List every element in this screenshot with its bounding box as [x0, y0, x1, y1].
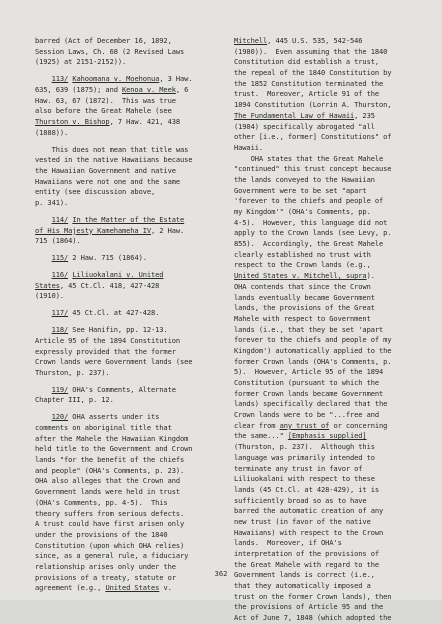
text-run — [35, 325, 52, 334]
text-line — [35, 385, 225, 396]
text-line — [35, 198, 225, 209]
text-run: Chapter III, p. 12. — [35, 395, 114, 405]
text-line — [234, 474, 434, 485]
text-run: vested in the native Hawaiians because — [35, 155, 193, 165]
text-line — [35, 128, 225, 139]
text-run: clearly established no trust with — [234, 249, 371, 259]
underlined-citation: 118/ — [51, 325, 69, 335]
text-line — [234, 164, 434, 175]
text-line — [35, 444, 225, 455]
text-run — [35, 308, 52, 317]
text-run: interpretation of the provisions of — [234, 549, 379, 558]
text-line — [234, 154, 434, 165]
text-run: clear from — [234, 420, 280, 430]
text-line — [234, 549, 434, 560]
text-line — [234, 293, 434, 304]
text-line — [234, 602, 434, 613]
text-line — [234, 260, 434, 271]
text-line — [35, 530, 225, 541]
underlined-citation: States — [35, 280, 60, 290]
text-line — [35, 85, 225, 96]
text-run: apply to the Crown lands (see Levy, p. — [234, 228, 392, 238]
text-run: , 6 — [175, 84, 189, 94]
text-run: 635, 639 (1875); and — [35, 84, 122, 94]
text-line — [35, 106, 225, 117]
text-run: forever to the chiefs and people of my — [234, 335, 392, 345]
text-run: that they automatically imposed a — [234, 581, 371, 591]
text-run: 5). However, Article 95 of the 1894 — [234, 367, 384, 377]
text-run: 4-5). However, this language did not — [234, 217, 388, 227]
text-run: Government were to be set "apart — [234, 185, 367, 195]
text-run: the 1852 Constitution terminated the — [234, 78, 384, 88]
text-line — [234, 314, 434, 325]
text-line — [234, 399, 434, 410]
text-line — [35, 583, 225, 594]
text-line — [35, 36, 225, 47]
text-run: Constitution (upon which OHA relies) — [35, 540, 185, 550]
text-line — [35, 155, 225, 166]
text-run: held title to the Government and Crown — [35, 444, 193, 454]
text-line — [234, 325, 434, 336]
text-run: theory suffers from serious defects. — [35, 508, 185, 518]
text-run: Haw. 63, 67 (1872). This was true — [35, 95, 176, 105]
text-line — [35, 281, 225, 292]
text-run: the repeal of the 1840 Constitution by — [234, 68, 392, 78]
text-run: lands (45 Ct.Cl. at 428-429), it is — [234, 484, 379, 494]
text-run: OHA contends that since the Crown — [234, 281, 371, 291]
text-run: Liliuokalani with respect to these — [234, 474, 375, 484]
text-run: agreement (e.g., — [35, 583, 106, 593]
text-line — [35, 368, 225, 379]
text-line — [35, 347, 225, 358]
text-run: 855). Accordingly, the Great Mahele — [234, 239, 384, 249]
text-line — [234, 122, 434, 133]
text-line — [35, 455, 225, 466]
text-line — [234, 100, 434, 111]
text-run: 45 Ct.Cl. at 427-428. — [68, 308, 160, 318]
text-line — [234, 207, 434, 218]
text-line — [35, 395, 225, 406]
text-run: terminate any trust in favor of — [234, 463, 363, 473]
text-run: Crown lands were Government lands (see — [35, 357, 193, 367]
text-line — [35, 487, 225, 498]
text-line — [35, 215, 225, 226]
text-run: A trust could have first arisen only — [35, 519, 185, 529]
text-run: or concerning — [329, 420, 388, 430]
text-run: respect to the Crown lands (e.g., — [234, 260, 371, 270]
text-run: lands (i.e., that they be set 'apart — [234, 324, 384, 334]
text-line — [234, 68, 434, 79]
text-run: after the Mahele the Hawaiian Kingdom — [35, 433, 189, 443]
text-line — [35, 117, 225, 128]
text-run: , 7 Haw. 421, 438 — [109, 117, 181, 126]
text-line — [234, 421, 434, 432]
text-line — [35, 47, 225, 58]
text-line — [35, 96, 225, 107]
underlined-citation: United States — [105, 583, 160, 593]
text-run: barred the automatic creation of any — [234, 506, 384, 516]
text-line — [234, 282, 434, 293]
text-run: 'forever to the chiefs and people of — [234, 196, 384, 206]
text-line — [234, 57, 434, 68]
underlined-citation: 119/ — [51, 384, 69, 394]
text-run: under the provisions of the 1840 — [35, 529, 168, 539]
text-line — [35, 519, 225, 530]
page-number: 362 — [214, 569, 228, 578]
text-line — [35, 166, 225, 177]
text-run: comments on aboriginal title that — [35, 423, 172, 432]
text-line — [35, 336, 225, 347]
text-run: former Crown lands (OHA's Comments, p. — [234, 356, 392, 366]
underlined-citation: Kenoa v. Meek — [122, 84, 176, 94]
underlined-citation: 117/ — [51, 308, 69, 318]
text-line — [35, 74, 225, 85]
text-line — [234, 218, 434, 229]
text-run: OHA states that the Great Mahele — [234, 153, 384, 163]
text-run: Hawaiians were not one and the same — [35, 176, 180, 186]
text-line — [234, 367, 434, 378]
underlined-citation: [Emphasis supplied] — [287, 431, 367, 441]
text-run: ). — [366, 271, 375, 281]
text-run: provisions of a treaty, statute or — [35, 572, 176, 582]
text-line — [35, 434, 225, 445]
text-run: v. — [159, 583, 172, 593]
text-run: Government lands were held in trust — [35, 487, 180, 497]
underlined-citation: United States v. Mitchell, supra — [234, 271, 367, 281]
text-line — [35, 325, 225, 336]
text-line — [234, 581, 434, 592]
text-run: the Great Mahele with regard to the — [234, 559, 379, 569]
text-run: the same..." — [234, 431, 288, 441]
underlined-citation: The Fundamental Law of Hawaii — [234, 110, 355, 120]
text-line — [35, 236, 225, 247]
text-line — [234, 389, 434, 400]
text-run: , 235 — [354, 110, 375, 120]
text-run — [35, 74, 52, 83]
text-line — [35, 253, 225, 264]
text-run — [35, 215, 52, 224]
text-run: Thurston, p. 237). — [35, 367, 110, 377]
text-line — [234, 357, 434, 368]
text-run: OHA's Comments, Alternate — [68, 384, 176, 394]
text-line — [35, 57, 225, 68]
text-line — [234, 335, 434, 346]
text-run: Constitution did establish a trust, — [234, 57, 379, 67]
text-line — [234, 517, 434, 528]
text-run: This does not mean that title was — [35, 144, 189, 154]
text-line — [234, 442, 434, 453]
text-line — [35, 423, 225, 434]
text-run: Session Laws, Ch. 68 (2 Revised Laws — [35, 46, 185, 56]
text-run: new trust (in favor of the native — [234, 516, 371, 526]
text-run: expressly provided that the former — [35, 346, 176, 356]
text-run: (OHA's Comments, pp. 4-5). This — [35, 497, 168, 507]
text-line — [35, 476, 225, 487]
text-run: lands, the provisions of the Great — [234, 303, 375, 313]
text-run: , 445 U.S. 535, 542-546 — [267, 36, 363, 45]
text-line — [35, 541, 225, 552]
text-run: Constitution (pursuant to which the — [234, 378, 379, 387]
text-run: OHA also alleges that the Crown and — [35, 476, 180, 486]
underlined-citation: 116/ — [51, 270, 69, 279]
text-line — [234, 89, 434, 100]
text-line — [234, 239, 434, 250]
text-run: since, as a general rule, a fiduciary — [35, 551, 189, 561]
text-run: , 3 Haw. — [159, 74, 193, 84]
text-run: (Thurston, p. 237). Although this — [234, 442, 375, 452]
text-run — [35, 253, 52, 262]
text-line — [35, 498, 225, 509]
right-column — [234, 36, 434, 624]
underlined-citation: Liliuokalani v. United — [72, 270, 164, 279]
text-run — [35, 385, 52, 394]
text-line — [234, 79, 434, 90]
text-line — [234, 410, 434, 421]
text-run: (1904) specifically abrogated "all — [234, 121, 375, 131]
text-run: barred (Act of December 16, 1892, — [35, 36, 172, 45]
text-run: Mahele with respect to Government — [234, 313, 371, 323]
text-line — [234, 613, 434, 624]
text-run: Government lands is correct (i.e., — [234, 570, 375, 580]
text-run: relationship arises only under the — [35, 561, 176, 571]
text-line — [35, 145, 225, 156]
text-run: trust. Moreover, Article 91 of the — [234, 89, 379, 99]
text-run: lands) specifically declared that the — [234, 399, 388, 409]
underlined-citation: Kahoomana v. Moehonua — [72, 74, 160, 84]
text-run: entity (see discussion above, — [35, 187, 156, 197]
text-line — [234, 196, 434, 207]
text-run: "continued" this trust concept because — [234, 164, 392, 174]
text-line — [234, 538, 434, 549]
text-line — [35, 270, 225, 281]
text-line — [35, 308, 225, 319]
underlined-citation: any trust of — [279, 420, 330, 430]
text-line — [234, 228, 434, 239]
text-run: former Crown lands became Government — [234, 388, 384, 398]
text-line — [234, 496, 434, 507]
text-run: trust on the former Crown lands), then — [234, 591, 392, 601]
text-line — [234, 271, 434, 282]
text-run: (1888)). — [35, 127, 69, 137]
text-run: Hawaii. — [234, 142, 263, 152]
left-column — [35, 36, 225, 594]
text-run: and people" (OHA's Comments, p. 23). — [35, 465, 185, 475]
text-line — [234, 36, 434, 47]
text-line — [234, 431, 434, 442]
text-run: OHA asserts under its — [68, 412, 160, 422]
underlined-citation: of His Majesty Kamehameha IV — [35, 225, 151, 235]
text-line — [234, 506, 434, 517]
text-run: sufficiently broad so as to have — [234, 495, 367, 505]
text-run: lands eventually became Government — [234, 292, 375, 302]
text-line — [35, 291, 225, 302]
underlined-citation: Mitchell — [234, 36, 268, 45]
text-run: lands "for the benefit of the chiefs — [35, 455, 185, 465]
text-run: Article 95 of the 1894 Constitution — [35, 335, 180, 345]
text-line — [234, 111, 434, 122]
underlined-citation: Thurston v. Bishop — [35, 117, 110, 126]
underlined-citation: 114/ — [51, 214, 69, 224]
text-line — [35, 509, 225, 520]
text-run: Act of June 7, 1848 (which adopted the — [234, 613, 392, 623]
text-line — [234, 453, 434, 464]
text-run: my Kingdom'" (OHA's Comments, pp. — [234, 207, 371, 216]
text-run: 715 (1864). — [35, 236, 81, 246]
text-line — [234, 175, 434, 186]
text-run: See Hanifin, pp. 12-13. — [68, 325, 168, 335]
text-line — [234, 346, 434, 357]
text-run: (1910). — [35, 291, 64, 301]
text-run: language was primarily intended to — [234, 452, 375, 462]
text-run: the provisions of Article 95 and the — [234, 602, 384, 612]
text-line — [234, 378, 434, 389]
text-line — [35, 357, 225, 368]
text-line — [234, 132, 434, 143]
text-run — [35, 270, 52, 279]
text-run: lands. Moreover, if OHA's — [234, 538, 342, 548]
text-run: the Hawaiian Government and native — [35, 165, 176, 175]
text-run: Kingdom') automatically applied to the — [234, 345, 392, 355]
text-line — [234, 250, 434, 261]
text-line — [35, 177, 225, 188]
text-run: , 45 Ct.Cl. 418, 427-428 — [59, 280, 160, 290]
text-line — [234, 464, 434, 475]
text-run: , 2 Haw. — [151, 225, 185, 235]
text-run: (1925) at 2151-2152)). — [35, 57, 127, 67]
text-line — [35, 187, 225, 198]
text-run: also before the Great Mahele (see — [35, 106, 172, 116]
underlined-citation: 120/ — [51, 412, 69, 422]
text-line — [35, 412, 225, 423]
text-run: p. 341). — [35, 198, 69, 207]
text-run: (1980)). Even assuming that the 1840 — [234, 46, 388, 56]
text-run: 1894 Constitution (Lorrin A. Thurston, — [234, 100, 392, 110]
text-line — [234, 485, 434, 496]
text-line — [234, 592, 434, 603]
text-line — [234, 303, 434, 314]
text-line — [35, 226, 225, 237]
underlined-citation: In the Matter of the Estate — [72, 214, 185, 224]
underlined-citation: 115/ — [51, 253, 69, 263]
text-run: 2 Haw. 715 (1864). — [68, 253, 147, 263]
text-line — [35, 551, 225, 562]
text-line — [234, 528, 434, 539]
text-run: the lands conveyed to the Hawaiian — [234, 174, 375, 184]
text-line — [234, 186, 434, 197]
underlined-citation: 113/ — [51, 74, 69, 84]
text-run: Crown lands were to be "...free and — [234, 410, 379, 420]
text-run: Hawaiians) with respect to the Crown — [234, 527, 384, 537]
text-run — [35, 412, 52, 421]
text-line — [234, 143, 434, 154]
text-run: other [i.e., former] Constitutions" of — [234, 132, 392, 142]
text-line — [234, 47, 434, 58]
text-line — [35, 466, 225, 477]
